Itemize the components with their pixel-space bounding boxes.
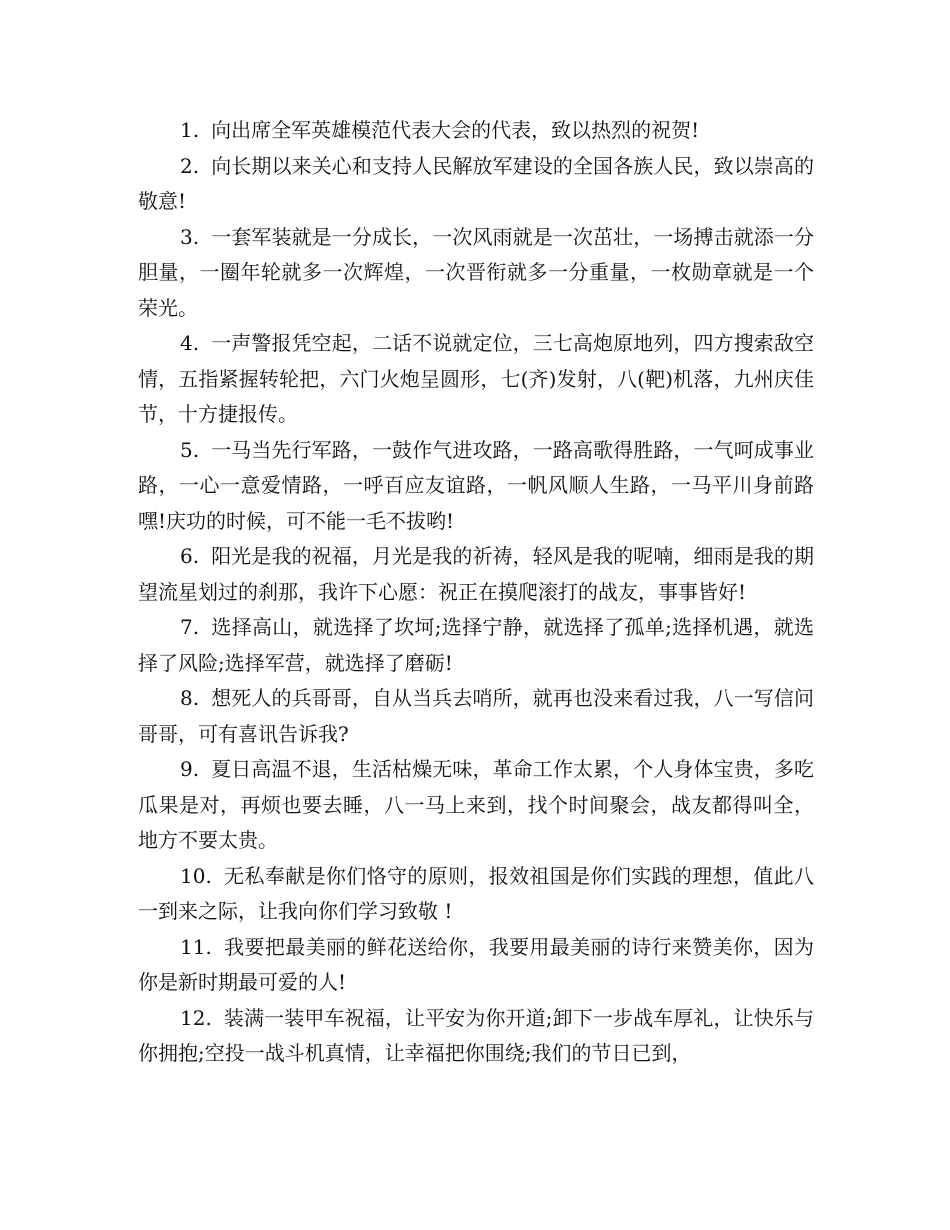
list-item	[138, 930, 814, 1001]
item-text: 向出席全军英雄模范代表大会的代表，致以热烈的祝贺!	[211, 118, 700, 142]
item-text: 我要把最美丽的鲜花送给你，我要用最美丽的诗行来赞美你，因为你是新时期最可爱的人!	[138, 934, 814, 994]
list-item	[138, 149, 814, 220]
item-text: 向长期以来关心和支持人民解放军建设的全国各族人民，致以崇高的敬意!	[138, 153, 814, 213]
list-item	[138, 113, 814, 149]
item-text: 无私奉献是你们恪守的原则，报效祖国是你们实践的理想，值此八一到来之际，让我向你们学习致敬 !	[138, 863, 814, 923]
item-text: 一马当先行军路，一鼓作气进攻路，一路高歌得胜路，一气呵成事业路，一心一意爱情路，一呼百应友谊路，一帆风顺人生路，一马平川身前路嘿!庆功的时候，可不能一毛不拔哟!	[138, 437, 814, 533]
item-text: 想死人的兵哥哥，自从当兵去哨所，就再也没来看过我，八一写信问哥哥，可有喜讯告诉我?	[138, 686, 814, 746]
item-number: 6.	[180, 544, 200, 568]
list-item	[138, 326, 814, 433]
list-item	[138, 539, 814, 610]
list-item	[138, 610, 814, 681]
item-number: 1.	[180, 118, 200, 142]
list-item	[138, 752, 814, 859]
item-text: 一声警报凭空起，二话不说就定位，三七高炮原地列，四方搜索敌空情，五指紧握转轮把，六门火炮呈圆形，七(齐)发射，八(靶)机落，九州庆佳节，十方捷报传。	[138, 331, 814, 426]
item-number: 3.	[180, 224, 200, 249]
document-body	[138, 113, 814, 1072]
item-number: 9.	[180, 757, 200, 781]
item-number: 2.	[180, 153, 200, 178]
item-number: 12.	[180, 1005, 212, 1030]
item-text: 阳光是我的祝福，月光是我的祈祷，轻风是我的呢喃，细雨是我的期望流星划过的刹那，我许下心愿：祝正在摸爬滚打的战友，事事皆好!	[138, 544, 814, 604]
item-number: 11.	[180, 934, 212, 959]
item-number: 5.	[180, 437, 200, 462]
item-number: 7.	[180, 615, 200, 639]
item-text: 夏日高温不退，生活枯燥无味，革命工作太累，个人身体宝贵，多吃瓜果是对，再烦也要去睡，八一马上来到，找个时间聚会，战友都得叫全，地方不要太贵。	[138, 757, 814, 852]
list-item	[138, 1001, 814, 1072]
item-number: 4.	[180, 331, 200, 355]
item-text: 装满一装甲车祝福，让平安为你开道;卸下一步战车厚礼，让快乐与你拥抱;空投一战斗机真情，让幸福把你围绕;我们的节日已到，	[138, 1005, 814, 1065]
item-number: 10.	[180, 863, 212, 888]
item-number: 8.	[180, 686, 200, 710]
item-text: 一套军装就是一分成长，一次风雨就是一次茁壮，一场搏击就添一分胆量，一圈年轮就多一次辉煌，一次晋衔就多一分重量，一枚勋章就是一个荣光。	[138, 224, 814, 320]
list-item	[138, 859, 814, 930]
list-item	[138, 681, 814, 752]
item-text: 选择高山，就选择了坎坷;选择宁静，就选择了孤单;选择机遇，就选择了风险;选择军营，就选择了磨砺!	[138, 615, 814, 675]
list-item	[138, 433, 814, 540]
list-item	[138, 220, 814, 327]
